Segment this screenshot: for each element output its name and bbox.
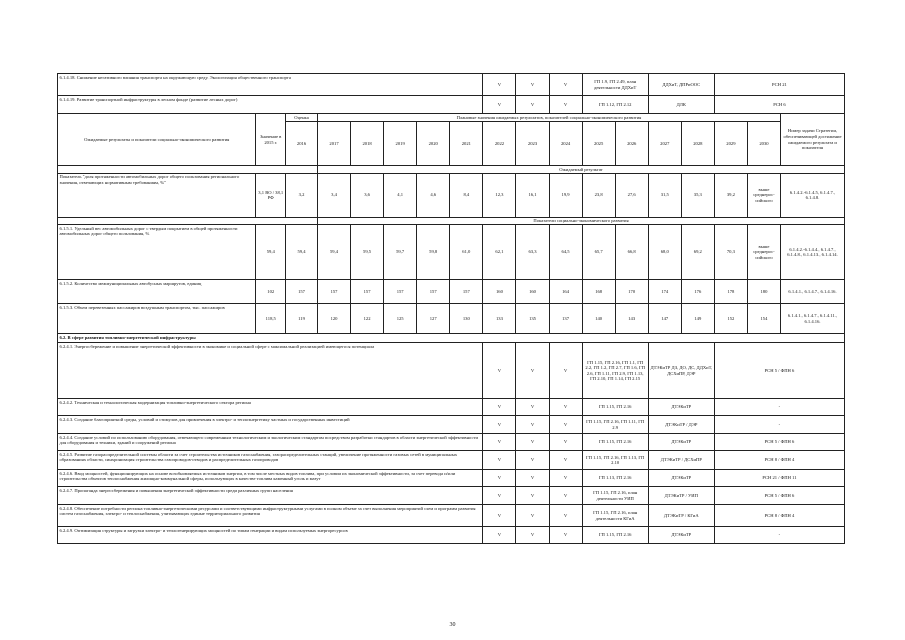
mark-v: V bbox=[549, 399, 582, 416]
task-row bbox=[58, 416, 845, 434]
indicator-value: 59,5 bbox=[351, 225, 384, 280]
task-row bbox=[58, 470, 845, 487]
indicator-value: 122 bbox=[351, 304, 384, 334]
responsible-org: ДТЭКиТР / ДСХиПР bbox=[648, 451, 714, 470]
task-text: 6.2.4.6. Ввод мощностей, функционирующих на основе возобновляемых источников энергии, в том числе местных видов топлива, при условии их экономической эффективности, за счет перевода и/или строительства объектов теплоснабжения жилищно-коммунальной сферы, использующих в качестве топлива каменный уголь и мазут bbox=[58, 470, 483, 487]
indicator-text: 6.1.5.2. Количество межмуниципальных автобусных маршрутов, единиц bbox=[58, 280, 256, 304]
indicator-value: 27,6 bbox=[615, 173, 648, 217]
indicator-value: 66,8 bbox=[615, 225, 648, 280]
task-text: 6.1.4.18. Снижение негативного влияния транспорта на окружающую среду. Экологизация общественного транспорта bbox=[58, 74, 483, 96]
mark-v: V bbox=[549, 527, 582, 544]
responsible-org: ДТЭКиТР bbox=[648, 527, 714, 544]
indicator-value: 180 bbox=[747, 280, 780, 304]
indicator-row bbox=[58, 304, 845, 334]
task-text: 6.2.4.7. Пропаганда энергосбережения и повышения энергетической эффективности среди различных групп населения bbox=[58, 487, 483, 505]
estimate-year: 2016 bbox=[286, 122, 318, 166]
indicator-value: 59,4 bbox=[286, 225, 318, 280]
page-number: 30 bbox=[449, 622, 456, 628]
mark-v: V bbox=[516, 416, 549, 434]
value-2015: 59,4 bbox=[256, 225, 286, 280]
section-row bbox=[58, 334, 845, 343]
mark-v: V bbox=[516, 399, 549, 416]
year-label: 2027 bbox=[648, 122, 681, 166]
indicator-value: 12,3 bbox=[483, 173, 516, 217]
mark-v: V bbox=[549, 343, 582, 399]
indicator-value: 176 bbox=[681, 280, 714, 304]
program-ref: ГП 1.13, ГП 2.16 bbox=[582, 470, 648, 487]
task-text: 6.1.4.19. Развитие транспортной инфраструктуры в лесном фонде (развитие лесных дорог) bbox=[58, 96, 483, 114]
indicator-value: 147 bbox=[648, 304, 681, 334]
mark-v: V bbox=[549, 434, 582, 451]
results-label: Ожидаемые результаты и показатели социально-экономического развития bbox=[58, 114, 256, 166]
indicator-value: 130 bbox=[450, 304, 483, 334]
goal-ref: - bbox=[714, 527, 844, 544]
indicator-value: 3,6 bbox=[351, 173, 384, 217]
program-ref: ГП 1.15, ГП 2.16, ГП 1.13, ГП 2.10 bbox=[582, 451, 648, 470]
expected-row bbox=[58, 173, 845, 217]
mark-v: V bbox=[549, 451, 582, 470]
task-text: 6.2.4.5. Развитие газораспределительной системы области за счет строительства источников газоснабжения, газораспределительных станций, увеличение протяженности газовых сетей в муниципальных образованиях области, синхронизация строительства газопроводов-отводов и распределительных газопроводов bbox=[58, 451, 483, 470]
indicators-label-row bbox=[58, 217, 845, 225]
task-row bbox=[58, 343, 845, 399]
mark-v: V bbox=[483, 399, 516, 416]
indicator-value: 64,5 bbox=[549, 225, 582, 280]
indicator-value: 35,3 bbox=[681, 173, 714, 217]
goal-ref: - bbox=[714, 399, 844, 416]
expected-label-row bbox=[58, 166, 845, 174]
indicator-value: 120 bbox=[317, 304, 350, 334]
indicator-value: 3,2 bbox=[286, 173, 318, 217]
goal-ref: РСН 5 / ФПН 6 bbox=[714, 487, 844, 505]
indicator-value: 127 bbox=[417, 304, 450, 334]
responsible-org: ДТЭКиТР bbox=[648, 470, 714, 487]
header-row bbox=[58, 114, 845, 122]
mark-v: V bbox=[483, 416, 516, 434]
indicator-value: 63,3 bbox=[516, 225, 549, 280]
blank-cell bbox=[58, 217, 318, 225]
indicator-value: 157 bbox=[317, 280, 350, 304]
goal-ref: РСН 5 / ФПН 6 bbox=[714, 343, 844, 399]
year-label: 2025 bbox=[582, 122, 615, 166]
indicator-value: 168 bbox=[582, 280, 615, 304]
indicator-value: 140 bbox=[582, 304, 615, 334]
mark-v: V bbox=[549, 416, 582, 434]
indicator-value: 178 bbox=[714, 280, 747, 304]
indicator-value: 135 bbox=[516, 304, 549, 334]
year-label: 2026 bbox=[615, 122, 648, 166]
task-numbers: 6.1.4.2.-6.1.4.4., 6.1.4.7., 6.1.4.8., 6.1.4.13., 6.1.4.14. bbox=[780, 225, 844, 280]
indicator-value: 157 bbox=[417, 280, 450, 304]
goal-ref: РСН 5 / ФПН 6 bbox=[714, 434, 844, 451]
indicator-value: выше среднерос-сийского bbox=[747, 173, 780, 217]
year-label: 2030 bbox=[747, 122, 780, 166]
indicator-text: Показатель "доля протяженности автомобильных дорог общего пользования регионального значения, отвечающих нормативным требованиям, %" bbox=[58, 173, 256, 217]
responsible-org: ДТЭКиТР bbox=[648, 399, 714, 416]
indicator-value: 62,1 bbox=[483, 225, 516, 280]
year-label: 2022 bbox=[483, 122, 516, 166]
value-2015: 3,1 ВО / 38,1 РФ bbox=[256, 173, 286, 217]
year-label: 2019 bbox=[384, 122, 417, 166]
estimate-label: Оценка bbox=[286, 114, 318, 122]
program-ref: ГП 1.15, ГП 2.16 bbox=[582, 399, 648, 416]
year-label: 2017 bbox=[317, 122, 350, 166]
document-table bbox=[57, 73, 845, 544]
task-text: 6.2.4.8. Обеспечение потребности региона топливно-энергетическими ресурсами и соответствующими инфраструктурными услугами в полном объеме за счет выполнения мероприятий схем и программ развития систем газоснабжения, электро- и теплоснабжения, учитывающих единые территориального развития bbox=[58, 505, 483, 527]
task-row bbox=[58, 96, 845, 114]
indicator-value: 133 bbox=[483, 304, 516, 334]
goal-ref: РСН 6 bbox=[714, 96, 844, 114]
indicator-row bbox=[58, 280, 845, 304]
indicator-value: 59,8 bbox=[417, 225, 450, 280]
task-text: 6.2.4.9. Оптимизация структуры и загрузки электро- и теплогенерирующих мощностей по типам генерации и видам используемых энергоресурсов bbox=[58, 527, 483, 544]
task-number-label: Номер задачи Стратегии, обеспечивающей достижение ожидаемого результата и показателя bbox=[780, 114, 844, 166]
indicator-value: 154 bbox=[747, 304, 780, 334]
program-ref: ГП 1.9, ГП 2.49, план деятельности ДДХиТ bbox=[582, 74, 648, 96]
indicator-text: 6.1.5.3. Объем перевезенных пассажиров воздушным транспортом, тыс. пассажиров bbox=[58, 304, 256, 334]
task-numbers: 6.1.4.2.-6.1.4.5, 6.1.4.7., 6.1.4.8. bbox=[780, 173, 844, 217]
year-label: 2029 bbox=[714, 122, 747, 166]
blank-cell bbox=[58, 166, 318, 174]
indicator-row bbox=[58, 225, 845, 280]
indicator-value: 39,2 bbox=[714, 173, 747, 217]
task-row bbox=[58, 74, 845, 96]
indicator-value: выше среднерос-сийского bbox=[747, 225, 780, 280]
value-2015-label: Значение в 2015 г. bbox=[256, 114, 286, 166]
mark-v: V bbox=[549, 74, 582, 96]
goal-ref: РСН 8 / ФПН 4 bbox=[714, 505, 844, 527]
mark-v: V bbox=[483, 487, 516, 505]
mark-v: V bbox=[483, 470, 516, 487]
indicator-value: 69,2 bbox=[681, 225, 714, 280]
indicator-value: 4,1 bbox=[384, 173, 417, 217]
mark-v: V bbox=[516, 74, 549, 96]
indicator-value: 160 bbox=[483, 280, 516, 304]
indicator-value: 137 bbox=[549, 304, 582, 334]
indicator-value: 149 bbox=[681, 304, 714, 334]
program-ref: ГП 1.12, ГП 2.12 bbox=[582, 96, 648, 114]
task-text: 6.2.4.2. Техническая и технологическая модернизация топливно-энергетического сектора региона bbox=[58, 399, 483, 416]
responsible-org: ДТЭКиТР ДЗ, ДО, ДС, ДДХиТ, ДСХиПР, ДЭР bbox=[648, 343, 714, 399]
responsible-org: ДТЭКиТР / КГиА bbox=[648, 505, 714, 527]
indicator-value: 160 bbox=[516, 280, 549, 304]
mark-v: V bbox=[549, 96, 582, 114]
mark-v: V bbox=[516, 434, 549, 451]
mark-v: V bbox=[516, 527, 549, 544]
mark-v: V bbox=[516, 487, 549, 505]
responsible-org: ДЛК bbox=[648, 96, 714, 114]
task-row bbox=[58, 434, 845, 451]
indicator-value: 59,4 bbox=[317, 225, 350, 280]
indicator-value: 61,0 bbox=[450, 225, 483, 280]
indicator-value: 68,0 bbox=[648, 225, 681, 280]
program-ref: ГП 1.15, ГП 2.16, ГП 1.11, ГП 2.9 bbox=[582, 416, 648, 434]
mark-v: V bbox=[516, 343, 549, 399]
task-numbers: 6.1.4.1., 6.1.4.7., 6.1.4.16. bbox=[780, 280, 844, 304]
goal-ref: РСН 8 / ФПН 4 bbox=[714, 451, 844, 470]
value-2015: 102 bbox=[256, 280, 286, 304]
indicator-value: 4,6 bbox=[417, 173, 450, 217]
indicator-value: 16,1 bbox=[516, 173, 549, 217]
task-row bbox=[58, 505, 845, 527]
responsible-org: ДДХиТ, ДПРиООС bbox=[648, 74, 714, 96]
mark-v: V bbox=[516, 505, 549, 527]
mark-v: V bbox=[516, 470, 549, 487]
indicator-value: 70,3 bbox=[714, 225, 747, 280]
task-text: 6.2.4.3. Создание благоприятной среды, условий и стимулов для привлечения в электро- и теплоэнергетику частных и государственных инвестиций bbox=[58, 416, 483, 434]
mark-v: V bbox=[549, 487, 582, 505]
year-label: 2028 bbox=[681, 122, 714, 166]
indicator-value: 174 bbox=[648, 280, 681, 304]
mark-v: V bbox=[483, 96, 516, 114]
plan-label: Плановые значения ожидаемых результатов, показателей социально-экономического развития bbox=[317, 114, 780, 122]
task-text: 6.2.4.1. Энергосбережение и повышение энергетической эффективности в экономике и социальной сфере с максимальной реализацией имеющегося потенциала bbox=[58, 343, 483, 399]
indicator-value: 143 bbox=[615, 304, 648, 334]
program-ref: ГП 1.15, ГП 2.16, план деятельности КГиА bbox=[582, 505, 648, 527]
indicator-value: 19,9 bbox=[549, 173, 582, 217]
program-ref: ГП 1.15, ГП 2.16 bbox=[582, 434, 648, 451]
indicator-value: 8,4 bbox=[450, 173, 483, 217]
program-ref: ГП 1.15, ГП 2.16 bbox=[582, 527, 648, 544]
year-label: 2021 bbox=[450, 122, 483, 166]
indicator-value: 125 bbox=[384, 304, 417, 334]
indicator-value: 152 bbox=[714, 304, 747, 334]
indicator-value: 3,4 bbox=[317, 173, 350, 217]
mark-v: V bbox=[549, 470, 582, 487]
value-2015: 118,5 bbox=[256, 304, 286, 334]
indicator-value: 59,7 bbox=[384, 225, 417, 280]
mark-v: V bbox=[483, 434, 516, 451]
indicators-label: Показатели социально-экономического развития bbox=[317, 217, 844, 225]
program-ref: ГП 1.15, ГП 2.16, план деятельности УИП bbox=[582, 487, 648, 505]
mark-v: V bbox=[516, 451, 549, 470]
mark-v: V bbox=[483, 527, 516, 544]
mark-v: V bbox=[483, 74, 516, 96]
indicator-value: 31,5 bbox=[648, 173, 681, 217]
year-label: 2020 bbox=[417, 122, 450, 166]
task-text: 6.2.4.4. Создание условий по использованию оборудования, отвечающего современным технологическим и экологическим стандартам посредством разработки стандартов в области энергетической эффективности для оборудования и техники, зданий и сооружений региона bbox=[58, 434, 483, 451]
indicator-value: 65,7 bbox=[582, 225, 615, 280]
responsible-org: ДТЭКиТР / УИП bbox=[648, 487, 714, 505]
mark-v: V bbox=[549, 505, 582, 527]
task-row bbox=[58, 487, 845, 505]
task-row bbox=[58, 451, 845, 470]
responsible-org: ДТЭКиТР / ДЭР bbox=[648, 416, 714, 434]
responsible-org: ДТЭКиТР bbox=[648, 434, 714, 451]
indicator-value: 23,8 bbox=[582, 173, 615, 217]
indicator-value: 157 bbox=[351, 280, 384, 304]
mark-v: V bbox=[483, 451, 516, 470]
goal-ref: РСН 21 bbox=[714, 74, 844, 96]
goal-ref: РСН 21 / ФПН 11 bbox=[714, 470, 844, 487]
mark-v: V bbox=[483, 505, 516, 527]
expected-result-label: Ожидаемый результат bbox=[317, 166, 844, 174]
goal-ref: - bbox=[714, 416, 844, 434]
year-label: 2023 bbox=[516, 122, 549, 166]
indicator-text: 6.1.5.1. Удельный вес автомобильных дорог с твердым покрытием в общей протяженности автомобильных дорог общего пользования, % bbox=[58, 225, 256, 280]
task-row bbox=[58, 527, 845, 544]
indicator-value: 157 bbox=[450, 280, 483, 304]
indicator-value: 170 bbox=[615, 280, 648, 304]
section-title: 6.2. В сфере развития топливно-энергетической инфраструктуры bbox=[58, 334, 845, 343]
mark-v: V bbox=[483, 343, 516, 399]
mark-v: V bbox=[516, 96, 549, 114]
task-row bbox=[58, 399, 845, 416]
indicator-value: 157 bbox=[384, 280, 417, 304]
task-numbers: 6.1.4.1., 6.1.4.7., 6.1.4.11., 6.1.4.16. bbox=[780, 304, 844, 334]
indicator-value: 164 bbox=[549, 280, 582, 304]
year-label: 2024 bbox=[549, 122, 582, 166]
indicator-value: 119 bbox=[286, 304, 318, 334]
program-ref: ГП 1.15, ГП 2.16, ГП 1.1, ГП 2.2, ГП 1.2, ГП 2.7, ГП 1.6, ГП 2.6, ГП 1.11, ГП 2.9, ГП 1.13, ГП 2.10, ГП 1.14, ГП 2.15 bbox=[582, 343, 648, 399]
indicator-value: 157 bbox=[286, 280, 318, 304]
year-label: 2018 bbox=[351, 122, 384, 166]
